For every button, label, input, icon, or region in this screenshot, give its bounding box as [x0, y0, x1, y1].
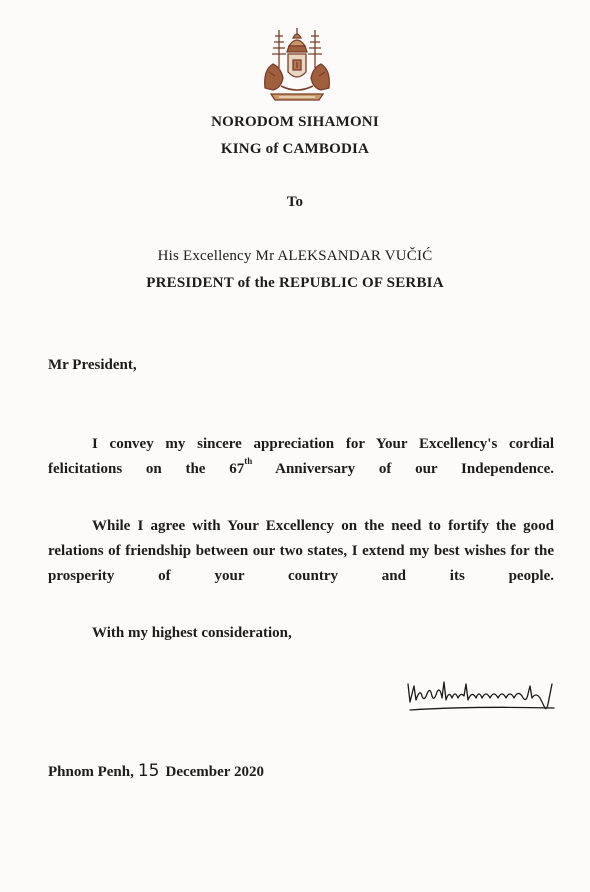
p1-superscript: th — [244, 456, 253, 466]
sender-title: KING of CAMBODIA — [220, 141, 370, 157]
recipient-name: His Excellency Mr ALEKSANDAR VUČIĆ — [157, 248, 433, 264]
recipient-title: PRESIDENT of the REPUBLIC OF SERBIA — [146, 275, 444, 291]
p1-text-b: Anniversary of our Independence. — [252, 461, 554, 477]
date-day: 15 — [137, 761, 160, 781]
p2-text: While I agree with Your Excellency on the need to fortify the good relations of friendship between our two states, I extend my best wishes for the prosperity of your country and its people. — [48, 518, 554, 584]
p1-text-a: I convey my sincere appreciation for Your Excellency's cordial felicitations on the 67 — [48, 436, 554, 477]
body-paragraph-2 — [48, 514, 554, 589]
sender-name: NORODOM SIHAMONI — [211, 114, 379, 130]
greeting: Mr President, — [48, 357, 137, 373]
signature-icon — [404, 676, 560, 716]
recipient-line1 — [0, 248, 590, 265]
body-paragraph-1 — [48, 432, 554, 482]
to-label: To — [286, 194, 304, 210]
date-month-year: December 2020 — [165, 764, 264, 780]
dateline — [48, 761, 264, 781]
date-place: Phnom Penh, — [48, 764, 134, 780]
closing-line: With my highest consideration, — [92, 625, 292, 641]
royal-crest-icon — [257, 24, 337, 104]
